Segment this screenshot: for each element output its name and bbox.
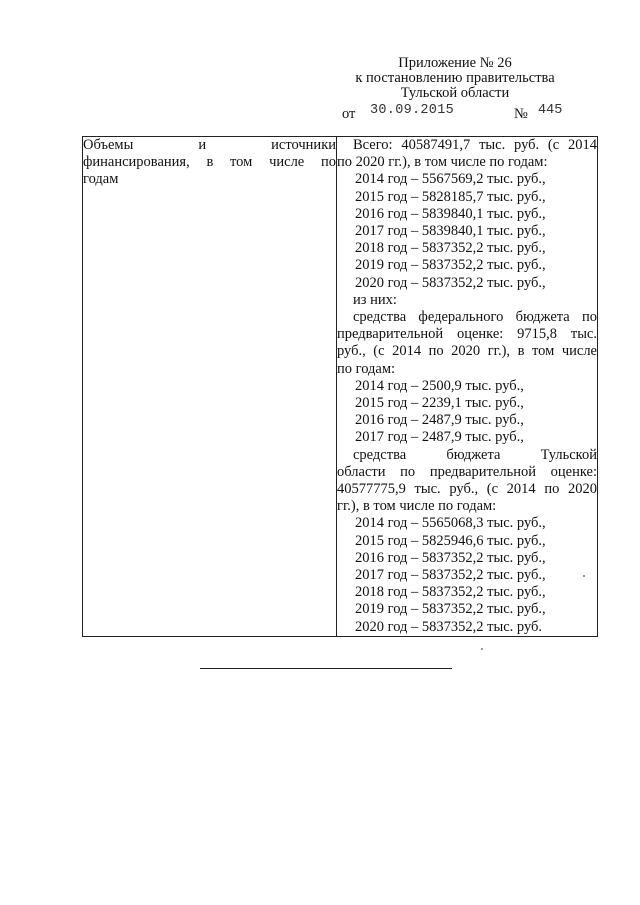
row-label-cell	[83, 137, 337, 637]
list-item: 2020 год – 5837352,2 тыс. руб.	[355, 618, 543, 635]
from-label: от	[342, 106, 356, 122]
list-item: 2016 год – 2487,9 тыс. руб.,	[355, 412, 524, 429]
list-item: 2019 год – 5837352,2 тыс. руб.,	[355, 601, 546, 618]
row-label-line: финансирования, в том числе по	[83, 154, 336, 171]
scan-speck	[481, 648, 483, 650]
appendix-region: Тульской области	[400, 85, 510, 101]
list-item: 2015 год – 5825946,6 тыс. руб.,	[355, 532, 546, 549]
list-item: 2015 год – 2239,1 тыс. руб.,	[355, 395, 524, 412]
regional-line: области по предварительной оценке:	[337, 463, 597, 480]
decree-reference	[342, 103, 563, 123]
federal-line: средства федерального бюджета по	[353, 309, 597, 326]
regional-line: средства бюджета Тульской	[353, 446, 597, 463]
decree-date: 30.09.2015	[370, 103, 455, 118]
total-line: Всего: 40587491,7 тыс. руб. (с 2014	[353, 137, 597, 153]
list-item: 2016 год – 5837352,2 тыс. руб.,	[355, 549, 546, 566]
appendix-header	[330, 56, 580, 101]
total-years-list	[337, 171, 597, 291]
federal-line: по годам:	[337, 360, 396, 377]
list-item: 2015 год – 5828185,7 тыс. руб.,	[355, 188, 546, 205]
closing-rule	[200, 668, 452, 669]
list-item: 2018 год – 5837352,2 тыс. руб.,	[355, 240, 546, 257]
list-item: 2016 год – 5839840,1 тыс. руб.,	[355, 205, 546, 222]
federal-line: руб., (с 2014 по 2020 гг.), в том числе	[337, 343, 597, 360]
list-item: 2017 год – 5837352,2 тыс. руб.,	[355, 567, 546, 584]
list-item: 2014 год – 5567569,2 тыс. руб.,	[355, 171, 546, 188]
list-item: 2014 год – 5565068,3 тыс. руб.,	[355, 515, 546, 532]
federal-line: предварительной оценке: 9715,8 тыс.	[337, 326, 597, 343]
table-row	[83, 137, 598, 637]
list-item: 2018 год – 5837352,2 тыс. руб.,	[355, 584, 546, 601]
federal-years-list	[337, 378, 597, 447]
list-item: 2017 год – 5839840,1 тыс. руб.,	[355, 223, 546, 240]
total-line: по 2020 гг.), в том числе по годам:	[337, 154, 548, 171]
regional-years-list	[337, 515, 597, 635]
of-them-label: из них:	[353, 291, 397, 308]
number-label: №	[514, 106, 528, 122]
decree-number: 445	[538, 103, 563, 118]
scan-speck	[583, 575, 585, 577]
financing-table	[82, 136, 598, 637]
list-item: 2020 год – 5837352,2 тыс. руб.,	[355, 274, 546, 291]
appendix-subtitle: к постановлению правительства	[355, 70, 555, 86]
regional-line: 40577775,9 тыс. руб., (с 2014 по 2020	[337, 481, 597, 498]
row-label-line: годам	[83, 171, 119, 188]
row-label-line: Объемы и источники	[83, 137, 336, 153]
row-value-cell	[337, 137, 598, 637]
list-item: 2017 год – 2487,9 тыс. руб.,	[355, 429, 524, 446]
list-item: 2014 год – 2500,9 тыс. руб.,	[355, 377, 524, 394]
list-item: 2019 год – 5837352,2 тыс. руб.,	[355, 257, 546, 274]
regional-line: гг.), в том числе по годам:	[337, 498, 497, 515]
appendix-title: Приложение № 26	[398, 55, 512, 71]
